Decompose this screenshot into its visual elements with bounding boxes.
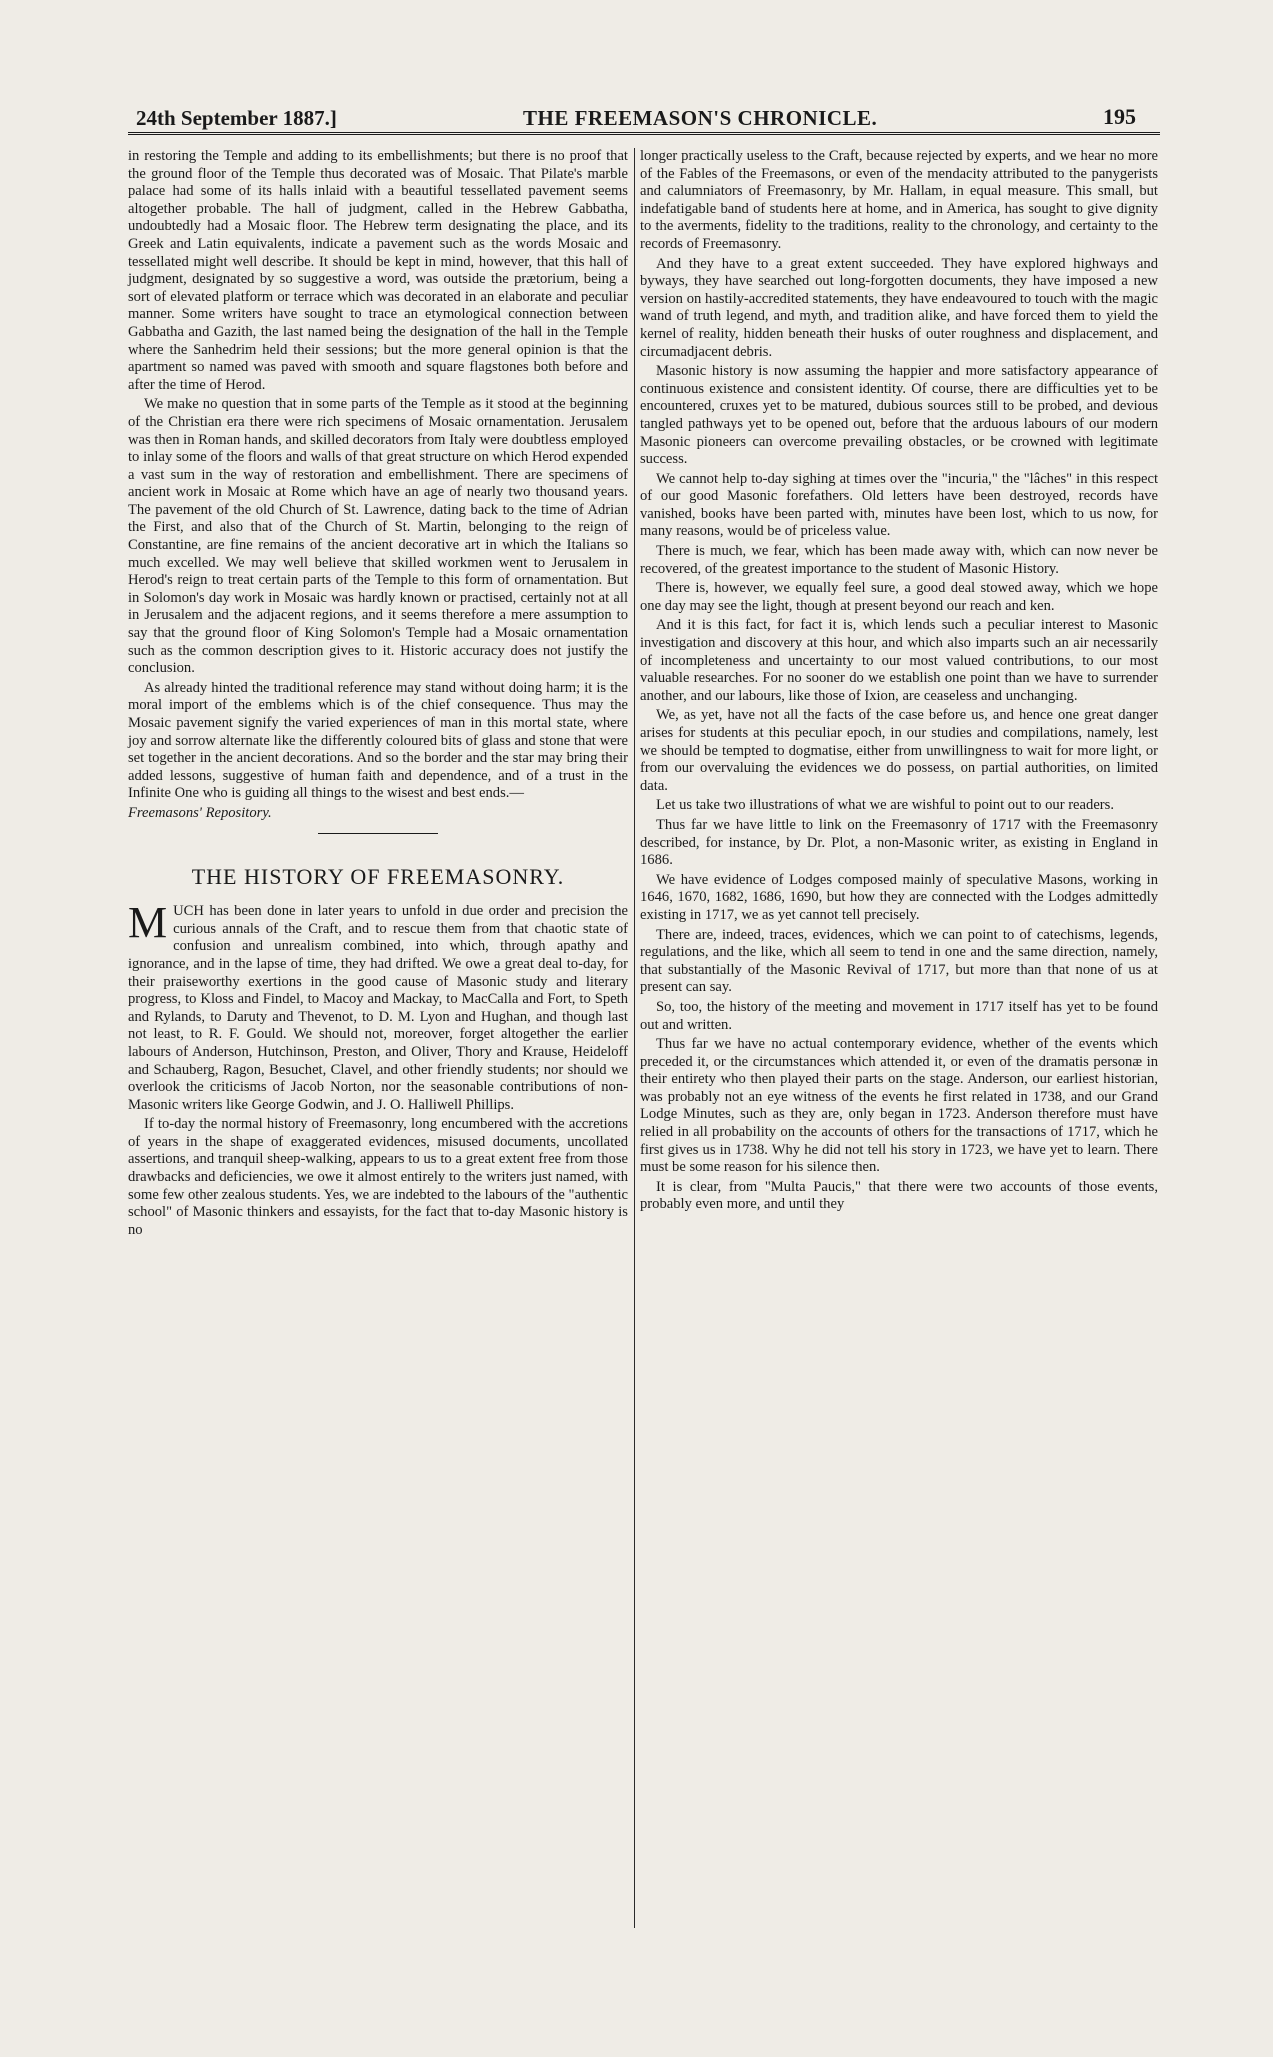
column-divider xyxy=(634,148,635,1928)
left-column xyxy=(128,148,628,1241)
page-header xyxy=(128,102,1156,132)
page-number: 195 xyxy=(1103,104,1136,129)
paragraph: And they have to a great extent succeeded. They have explored highways and byways, they have searched out long-forgotten documents, they have imposed a new version on hastily-accredited statements, they have endeavoured to touch with the magic wand of truth legend, and myth, and tradition alike, and have forced them to yield the kernel of reality, hidden beneath their husks of outer roughness and displacement, and circumadjacent debris. xyxy=(640,255,1158,360)
paragraph: If to-day the normal history of Freemasonry, long encumbered with the accretions of years in the shape of exaggerated evidences, misused documents, uncollated assertions, and tranquil sheep-walking, appears to us to a great extent free from those drawbacks and deficiencies, we owe it almost entirely to the writers just named, with some few other zealous students. Yes, we are indebted to the labours of the "authentic school" of Masonic thinkers and essayists, for the fact that to-day Masonic history is no xyxy=(128,1116,628,1238)
paragraph: There are, indeed, traces, evidences, which we can point to of catechisms, legends, regulations, and the like, which all seem to tend in one and the same direction, namely, that substantially of the Masonic Revival of 1717, but more than that none of us at present can say. xyxy=(640,926,1158,996)
paragraph: So, too, the history of the meeting and movement in 1717 itself has yet to be found out and written. xyxy=(640,998,1158,1033)
paragraph: longer practically useless to the Craft, because rejected by experts, and we hear no more of the Fables of the Freemasons, or even of the mendacity attributed to the panygerists and calumniators of Freemasonry, by Mr. Hallam, in equal measure. This small, but indefatigable band of students here at home, and in America, has sought to give dignity to the averments, fidelity to the traditions, reality to the chronology, and certainty to the records of Freemasonry. xyxy=(640,148,1158,252)
paragraph: We, as yet, have not all the facts of the case before us, and hence one great danger arises for students at this peculiar epoch, in our studies and compilations, namely, lest we should be tempted to dogmatise, either from unwillingness to wait for more light, or from our overvaluing the evidences we do possess, on partial authorities, on limited data. xyxy=(640,707,1158,794)
paragraph: It is clear, from "Multa Paucis," that there were two accounts of those events, probably even more, and until they xyxy=(640,1178,1158,1213)
right-column xyxy=(640,148,1158,1216)
paragraph: We cannot help to-day sighing at times over the "incuria," the "lâches" in this respect of our good Masonic forefathers. Old letters have been destroyed, records have vanished, books have been parted with, minutes have been lost, which to us now, for many reasons, would be of priceless value. xyxy=(640,470,1158,540)
paragraph: And it is this fact, for fact it is, which lends such a peculiar interest to Masonic investigation and discovery at this hour, and which also imparts such an air necessarily of incompleteness and uncertainty to our most valued contributions, to our most valuable researches. For no sooner do we establish one point than we have to surrender another, and our labours, like those of Ixion, are ceaseless and unchanging. xyxy=(640,617,1158,704)
paragraph: Thus far we have no actual contemporary evidence, whether of the events which preceded it, or the circumstances which attended it, or even of the dramatis personæ in their entirety who then played their parts on the stage. Anderson, our earliest historian, was probably not an eye witness of the events he first related in 1738, and our Grand Lodge Minutes, such as they are, only began in 1723. Anderson therefore must have relied in all probability on the accounts of others for the transactions of 1717, which he first gives us in 1738. Why he did not tell his story in 1723, we have yet to learn. There must be some reason for his silence then. xyxy=(640,1036,1158,1176)
drop-cap: M xyxy=(128,898,168,948)
paragraph-text: UCH has been done in later years to unfold in due order and precision the curious annals of the Craft, and to rescue them from that chaotic state of confusion and unrealism combined, into which, through apathy and ignorance, and in the lapse of time, they had drifted. We owe a great deal to-day, for their praiseworthy exertions in the good cause of Masonic study and literary progress, to Kloss and Findel, to Macoy and Mackay, to MacCalla and Fort, to Speth and Rylands, to Daruty and Thevenot, to D. M. Lyon and Hughan, and though last not least, to R. F. Gould. We should not, moreover, forget altogether the earlier labours of Anderson, Hutchinson, Preston, and Oliver, Thory and Krause, Heideloff and Schauberg, Ragon, Besuchet, Clavel, and other friendly students; nor should we overlook the criticisms of Jacob Norton, nor the seasonable contributions of non-Masonic writers like George Godwin, and J. O. Halliwell Phillips. xyxy=(128,903,628,1113)
section-divider xyxy=(318,833,438,834)
issue-date: 24th September 1887.] xyxy=(136,106,337,130)
paragraph: As already hinted the traditional reference may stand without doing harm; it is the moral import of the emblems which is of the chief consequence. Thus may the Mosaic pavement signify the varied experiences of man in this mortal state, where joy and sorrow alternate like the differently coloured bits of glass and stone that were set together in the ancient decorations. And so the border and the star may bring their added lessons, suggestive of human faith and dependence, and of a trust in the Infinite One who is guiding all things to the wisest and best ends.— xyxy=(128,679,628,802)
publication-title: THE FREEMASON'S CHRONICLE. xyxy=(523,106,878,130)
paragraph: We make no question that in some parts of the Temple as it stood at the beginning of the Christian era there were rich specimens of Mosaic ornamentation. Jerusalem was then in Roman hands, and skilled decorators from Italy were doubtless employed to inlay some of the floors and walls of that great structure on which Herod expended a vast sum in the way of restoration and embellishment. There are specimens of ancient work in Mosaic at Rome which have an age of nearly two thousand years. The pavement of the old Church of St. Lawrence, dating back to the time of Adrian the First, and also that of the Church of St. Martin, belonging to the reign of Constantine, are fine remains of the ancient decorative art in which the Italians so much excelled. We may well believe that skilled workmen went to Jerusalem in Herod's reign to treat certain parts of the Temple to this form of ornamentation. But in Solomon's day work in Mosaic was hardly known or practised, certainly not at all in Jerusalem and the adjacent regions, and it seems therefore a mere assumption to say that the ground floor of King Solomon's Temple had a Mosaic ornamentation such as the common description gives to it. Historic accuracy does not justify the conclusion. xyxy=(128,396,628,677)
paragraph: Masonic history is now assuming the happier and more satisfactory appearance of continuous existence and consistent identity. Of course, there are difficulties yet to be encountered, cruxes yet to be matured, dubious sources still to be probed, and devious tangled pathways yet to be opened out, before that the arduous labours of our modern Masonic pioneers can overcome prevailing obstacles, or be crowned with legitimate success. xyxy=(640,363,1158,468)
article-source: Freemasons' Repository. xyxy=(128,804,272,821)
header-rule xyxy=(128,132,1160,135)
paragraph xyxy=(128,898,628,1114)
paragraph: There is, however, we equally feel sure, a good deal stowed away, which we hope one day may see the light, though at present beyond our reach and ken. xyxy=(640,580,1158,614)
paragraph: Let us take two illustrations of what we are wishful to point out to our readers. xyxy=(656,797,1114,814)
paragraph: in restoring the Temple and adding to its embellishments; but there is no proof that the ground floor of the Temple thus decorated was of Mosaic. That Pilate's marble palace had some of its halls inlaid with a beautiful tessellated pavement seems altogether probable. The hall of judgment, called in the Hebrew Gabbatha, undoubtedly had a Mosaic floor. The Hebrew term designating the place, and its Greek and Latin equivalents, indicate a pavement such as the words Mosaic and tessellated might well describe. It should be kept in mind, however, that this hall of judgment, designated by so suggestive a word, was outside the prætorium, being a sort of elevated platform or terrace which was decorated in an elaborate and peculiar manner. Some writers have sought to trace an etymological connection between Gabbatha and Gazith, the last named being the designation of the hall in the Temple where the Sanhedrim held their sessions; but the more general opinion is that the apartment so named was paved with smooth and square flagstones both before and after the time of Herod. xyxy=(128,148,628,393)
article-heading: THE HISTORY OF FREEMASONRY. xyxy=(191,863,565,889)
paragraph: There is much, we fear, which has been made away with, which can now never be recovered, of the greatest importance to the student of Masonic History. xyxy=(640,543,1158,577)
paragraph: We have evidence of Lodges composed mainly of speculative Masons, working in 1646, 1670, 1682, 1686, 1690, but how they are connected with the Lodges admittedly existing in 1717, we as yet cannot tell precisely. xyxy=(640,871,1158,923)
paragraph: Thus far we have little to link on the Freemasonry of 1717 with the Freemasonry described, for instance, by Dr. Plot, a non-Masonic writer, as existing in England in 1686. xyxy=(640,816,1158,869)
